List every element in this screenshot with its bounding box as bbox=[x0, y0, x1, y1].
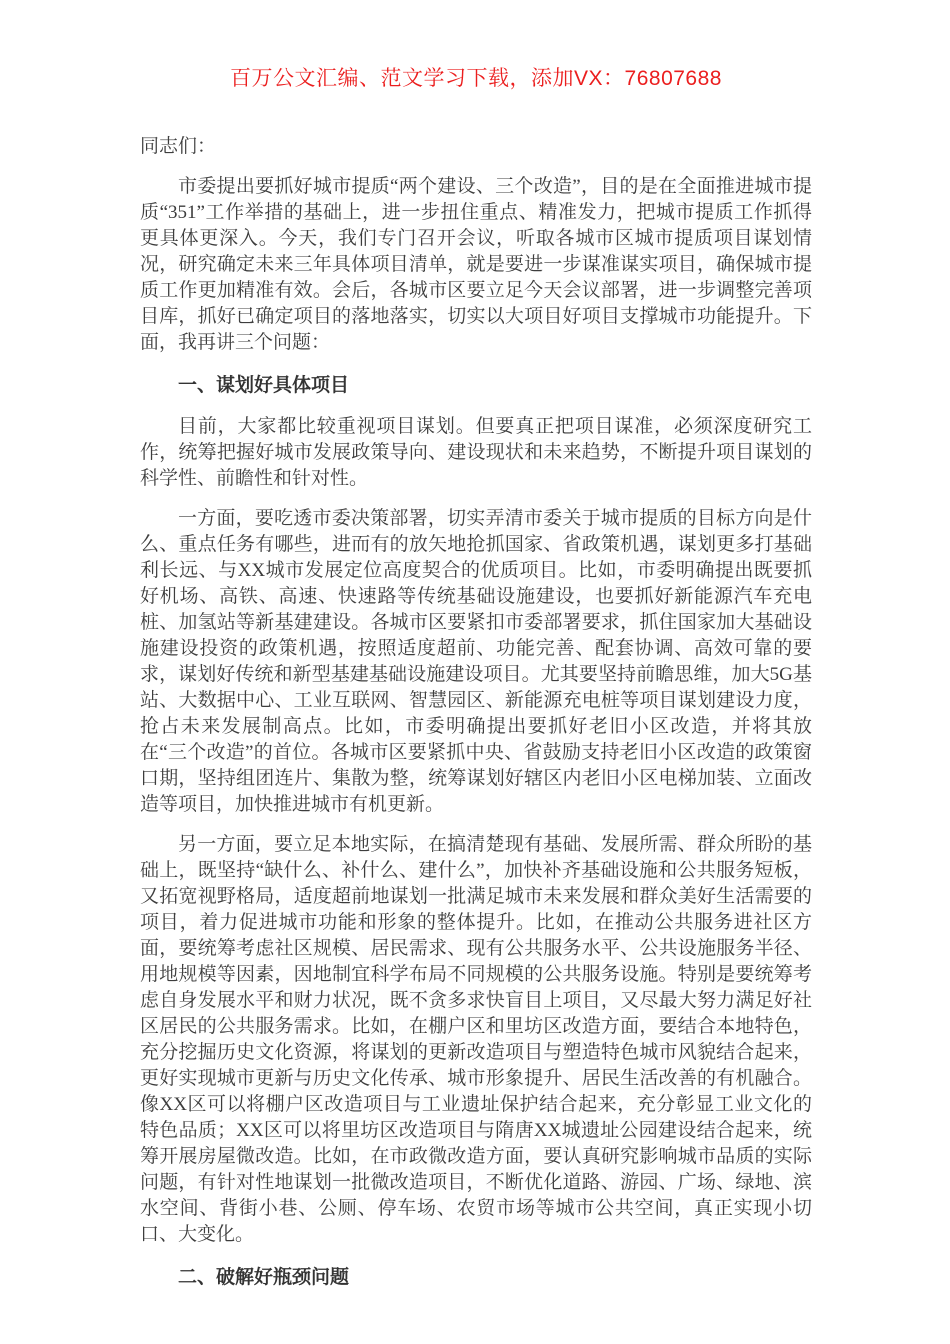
promo-header-text: 百万公文汇编、范文学习下载，添加VX：76807688 bbox=[230, 67, 722, 90]
section-heading-2: 二、破解好瓶颈问题 bbox=[178, 1267, 350, 1288]
section-heading-1: 一、谋划好具体项目 bbox=[178, 375, 350, 396]
section1-paragraph-2: 一方面，要吃透市委决策部署，切实弄清市委关于城市提质的目标方向是什么、重点任务有哪些，进而有的放矢地抢抓国家、省政策机遇，谋划更多打基础利长远、与XX城市发展定位高度契合的优质项目。比如，市委明确提出既要抓好机场、高铁、高速、快速路等传统基础设施建设，也要抓好新能源汽车充电桩、加氢站等新基建建设。各城市区要紧扣市委部署要求，抓住国家加大基础设施建设投资的政策机遇，按照适度超前、功能完善、配套协调、高效可靠的要求，谋划好传统和新型基建基础设施建设项目。尤其要坚持前瞻思维，加大5G基站、大数据中心、工业互联网、智慧园区、新能源充电桩等项目谋划建设力度，抢占未来发展制高点。比如，市委明确提出要抓好老旧小区改造，并将其放在“三个改造”的首位。各城市区要紧抓中央、省鼓励支持老旧小区改造的政策窗口期，坚持组团连片、集散为整，统筹谋划好辖区内老旧小区电梯加装、立面改造等项目，加快推进城市有机更新。 bbox=[140, 508, 812, 815]
document-body bbox=[140, 134, 812, 1291]
section1-paragraph-3: 另一方面，要立足本地实际，在搞清楚现有基础、发展所需、群众所盼的基础上，既坚持“缺什么、补什么、建什么”，加快补齐基础设施和公共服务短板，又拓宽视野格局，适度超前地谋划一批满足城市未来发展和群众美好生活需要的项目，着力促进城市功能和形象的整体提升。比如，在推动公共服务进社区方面，要统筹考虑社区规模、居民需求、现有公共服务水平、公共设施服务半径、用地规模等因素，因地制宜科学布局不同规模的公共服务设施。特别是要统筹考虑自身发展水平和财力状况，既不贪多求快盲目上项目，又尽最大努力满足好社区居民的公共服务需求。比如，在棚户区和里坊区改造方面，要结合本地特色，充分挖掘历史文化资源，将谋划的更新改造项目与塑造特色城市风貌结合起来，更好实现城市更新与历史文化传承、城市形象提升、居民生活改善的有机融合。像XX区可以将棚户区改造项目与工业遗址保护结合起来，充分彰显工业文化的特色品质；XX区可以将里坊区改造项目与隋唐XX城遗址公园建设结合起来，统筹开展房屋微改造。比如，在市政微改造方面，要认真研究影响城市品质的实际问题，有针对性地谋划一批微改造项目，不断优化道路、游园、广场、绿地、滨水空间、背街小巷、公厕、停车场、农贸市场等城市公共空间，真正实现小切口、大变化。 bbox=[140, 834, 812, 1245]
salutation: 同志们： bbox=[140, 136, 217, 157]
section1-paragraph-1: 目前，大家都比较重视项目谋划。但要真正把项目谋准，必须深度研究工作，统筹把握好城市发展政策导向、建设现状和未来趋势，不断提升项目谋划的科学性、前瞻性和针对性。 bbox=[140, 416, 812, 489]
intro-paragraph: 市委提出要抓好城市提质“两个建设、三个改造”，目的是在全面推进城市提质“351”工作举措的基础上，进一步扭住重点、精准发力，把城市提质工作抓得更具体更深入。今天，我们专门召开会议，听取各城市区城市提质项目谋划情况，研究确定未来三年具体项目清单，就是要进一步谋准谋实项目，确保城市提质工作更加精准有效。会后，各城市区要立足今天会议部署，进一步调整完善项目库，抓好已确定项目的落地落实，切实以大项目好项目支撑城市功能提升。下面，我再讲三个问题： bbox=[140, 176, 812, 353]
